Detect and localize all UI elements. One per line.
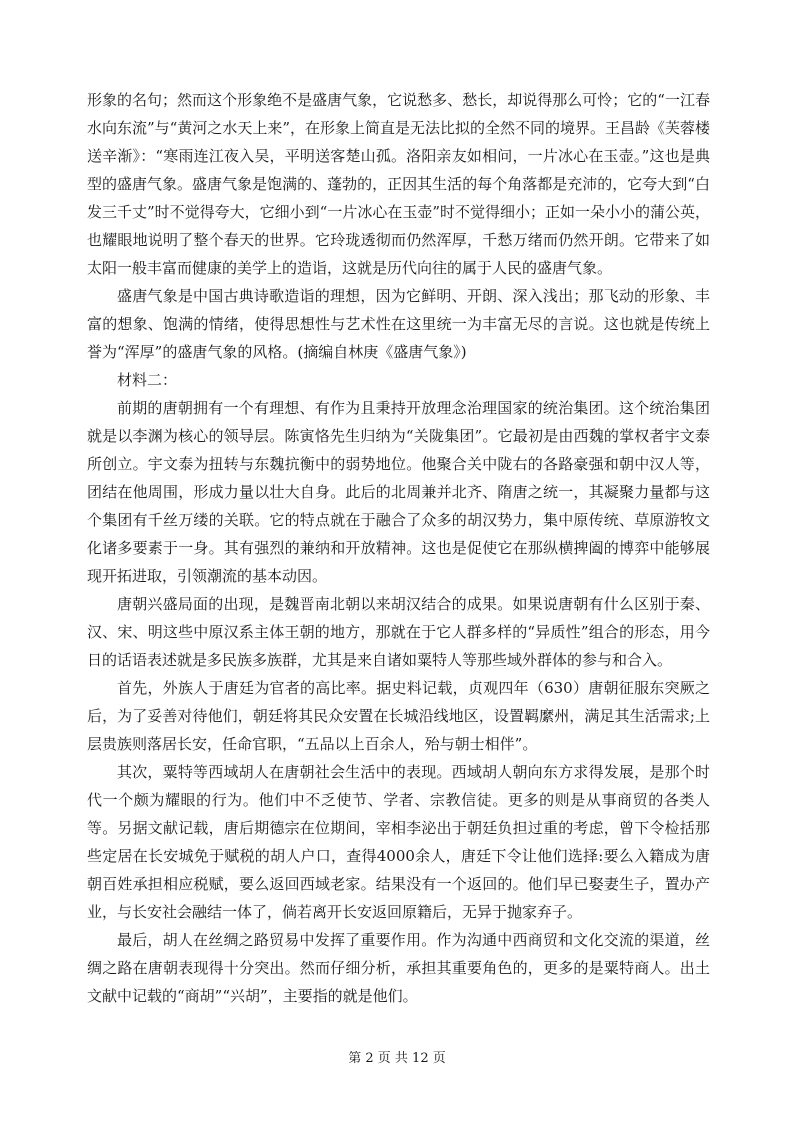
paragraph: 最后，胡人在丝绸之路贸易中发挥了重要作用。作为沟通中西商贸和文化交流的渠道，丝绸之路在唐朝表现得十分突出。然而仔细分析，承担其重要角色的，更多的是粟特商人。出土文献中记载的“商胡”“兴胡”，主要指的就是他们。 — [87, 931, 710, 1005]
paragraph: 唐朝兴盛局面的出现，是魏晋南北朝以来胡汉结合的成果。如果说唐朝有什么区别于秦、汉、宋、明这些中原汉系主体王朝的地方，那就在于它人群多样的“异质性”组合的形态，用今日的话语表述就是多民族多族群，尤其是来自诸如粟特人等那些域外群体的参与和合入。 — [87, 595, 710, 669]
paragraph: 首先，外族人于唐廷为官者的高比率。据史料记载，贞观四年（630）唐朝征服东突厥之后，为了妥善对待他们，朝廷将其民众安置在长城沿线地区，设置羁縻州，满足其生活需求;上层贵族则落居长安，任命官职，“五品以上百余人，殆与朝士相伴”。 — [87, 679, 710, 753]
paragraph: 形象的名句；然而这个形象绝不是盛唐气象，它说愁多、愁长，却说得那么可怜；它的“一江春水向东流”与“黄河之水天上来”，在形象上简直是无法比拟的全然不同的境界。王昌龄《芙蓉楼送辛渐》：“寒雨连江夜入吴，平明送客楚山孤。洛阳亲友如相问，一片冰心在玉壶。”这也是典型的盛唐气象。盛唐气象是饱满的、蓬勃的，正因其生活的每个角落都是充沛的，它夸大到“白发三千丈”时不觉得夸大，它细小到“一片冰心在玉壶”时不觉得细小；正如一朵小小的蒲公英，也耀眼地说明了整个春天的世界。它玲珑透彻而仍然浑厚，千愁万绪而仍然开朗。它带来了如太阳一般丰富而健康的美学上的造诣，这就是历代向往的属于人民的盛唐气象。 — [87, 91, 711, 277]
paragraph: 盛唐气象是中国古典诗歌造诣的理想，因为它鲜明、开朗、深入浅出；那飞动的形象、丰富的想象、饱满的情绪，使得思想性与艺术性在这里统一为丰富无尽的言说。这也就是传统上誉为“浑厚”的盛唐气象的风格。(摘编自林庚《盛唐气象》) — [87, 287, 710, 361]
page-number-footer: 第 2 页 共 12 页 — [348, 1051, 446, 1066]
paragraph: 前期的唐朝拥有一个有理想、有作为且秉持开放理念治理国家的统治集团。这个统治集团就是以李渊为核心的领导层。陈寅恪先生归纳为“关陇集团”。它最初是由西魏的掌权者宇文泰所创立。宇文泰为扭转与东魏抗衡中的弱势地位。他聚合关中陇右的各路豪强和朝中汉人等，团结在他周围，形成力量以壮大自身。此后的北周兼并北齐、隋唐之统一，其凝聚力量都与这个集团有千丝万缕的关联。它的特点就在于融合了众多的胡汉势力，集中原传统、草原游牧文化诸多要素于一身。其有强烈的兼纳和开放精神。这也是促使它在那纵横捭阖的博弈中能够展现开拓进取，引领潮流的基本动因。 — [87, 399, 710, 585]
section-heading: 材料二： — [117, 371, 178, 389]
article-body — [87, 86, 710, 1010]
paragraph: 其次，粟特等西域胡人在唐朝社会生活中的表现。西域胡人朝向东方求得发展，是那个时代一个颇为耀眼的行为。他们中不乏使节、学者、宗教信徒。更多的则是从事商贸的各类人等。另据文献记载，唐后期德宗在位期间，宰相李泌出于朝廷负担过重的考虑，曾下令检括那些定居在长安城免于赋税的胡人户口，查得4000余人，唐廷下令让他们选择:要么入籍成为唐朝百姓承担相应税赋，要么返回西域老家。结果没有一个返回的。他们早已娶妻生子，置办产业，与长安社会融结一体了，倘若离开长安返回原籍后，无异于抛家弃子。 — [87, 763, 710, 921]
